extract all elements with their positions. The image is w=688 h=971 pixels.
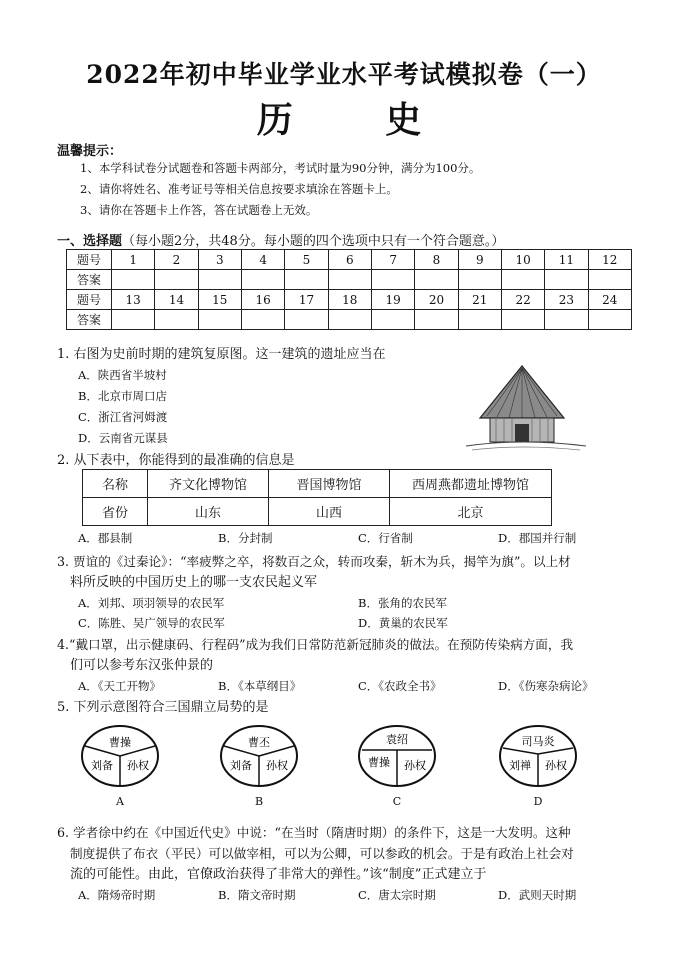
q1-stem: 1. 右图为史前时期的建筑复原图。这一建筑的遗址应当在	[57, 347, 386, 362]
exam-title: 2022年初中毕业学业水平考试模拟卷（一）	[86, 60, 602, 89]
row-label: 题号	[67, 250, 112, 270]
number-row-1	[67, 250, 632, 270]
label-left: 刘备	[91, 759, 113, 772]
question-number: 1	[112, 250, 155, 270]
q4-option-a: A．《天工开物》	[78, 679, 162, 693]
q3-option-a: A．刘邦、项羽领导的农民军	[78, 596, 225, 610]
label-left: 曹操	[368, 756, 390, 769]
q1-option-b: B．北京市周口店	[78, 389, 167, 403]
row-label: 答案	[67, 310, 112, 330]
q3-stem-line2: 料所反映的中国历史上的哪一支农民起义军	[70, 575, 318, 590]
pie-diagram-a	[80, 724, 160, 788]
answer-cell	[588, 310, 631, 330]
label-left: 刘禅	[509, 759, 531, 772]
museum-name-row	[83, 470, 552, 498]
answer-cell	[458, 310, 501, 330]
museum-table	[82, 469, 552, 526]
q6-option-c: C．唐太宗时期	[358, 888, 436, 902]
answer-cell	[112, 310, 155, 330]
question-number: 11	[545, 250, 588, 270]
label-left: 刘备	[230, 759, 252, 772]
question-number: 12	[588, 250, 631, 270]
q4-option-b: B．《本草纲目》	[218, 679, 302, 693]
diagram-b-letter: B	[254, 795, 264, 808]
diagram-a-letter: A	[116, 795, 124, 808]
diagram-d	[498, 724, 578, 804]
q6-stem-line1: 6. 学者徐中约在《中国近代史》中说：“在当时（隋唐时期）的条件下，这是一大发明。这种	[57, 825, 571, 840]
row-label: 题号	[67, 290, 112, 310]
answer-cell	[371, 270, 414, 290]
answer-cell	[501, 270, 544, 290]
question-number: 10	[501, 250, 544, 270]
answer-cell	[415, 310, 458, 330]
q3-option-c: C．陈胜、吴广领导的农民军	[78, 616, 225, 630]
museum-province-row	[83, 498, 552, 526]
q6-stem-line2: 制度提供了布衣（平民）可以做宰相，可以为公卿，可以参政的机会。于是有政治上社会对	[70, 846, 574, 861]
q4-stem-line1: 4.“戴口罩，出示健康码、行程码”成为我们日常防范新冠肺炎的做法。在预防传染病方面，我	[57, 637, 574, 652]
answer-cell	[198, 270, 241, 290]
answer-cell	[545, 310, 588, 330]
answer-table	[66, 249, 632, 330]
answer-cell	[371, 310, 414, 330]
subject-title: 历 史	[256, 99, 462, 141]
question-number: 13	[112, 290, 155, 310]
question-number: 18	[328, 290, 371, 310]
label-top: 司马炎	[521, 735, 555, 748]
question-number: 14	[155, 290, 198, 310]
pie-diagram-b	[219, 724, 299, 788]
answer-cell	[545, 270, 588, 290]
cell-name-label: 名称	[83, 470, 148, 498]
q4-stem-line2: 们可以参考东汉张仲景的	[70, 658, 214, 673]
answer-cell	[241, 270, 284, 290]
q2-option-c: C．行省制	[358, 531, 413, 545]
cell-province-3: 北京	[390, 498, 552, 526]
q2-option-d: D．郡国并行制	[498, 531, 577, 545]
q2-option-b: B．分封制	[218, 531, 273, 545]
cell-province-2: 山西	[269, 498, 390, 526]
label-top: 曹操	[109, 736, 131, 749]
answer-cell	[588, 270, 631, 290]
section-label: 一、选择题	[57, 234, 123, 249]
cell-museum-3: 西周燕都遗址博物馆	[390, 470, 552, 498]
answer-row-1	[67, 270, 632, 290]
answer-cell	[328, 310, 371, 330]
diagram-c	[357, 724, 437, 804]
question-number: 22	[501, 290, 544, 310]
q1-option-a: A．陕西省半坡村	[78, 368, 167, 382]
question-number: 6	[328, 250, 371, 270]
question-number: 2	[155, 250, 198, 270]
question-number: 17	[285, 290, 328, 310]
question-number: 15	[198, 290, 241, 310]
answer-cell	[112, 270, 155, 290]
q3-option-d: D．黄巢的农民军	[358, 616, 448, 630]
label-top: 曹丕	[248, 736, 270, 749]
q1-option-d: D．云南省元谋县	[78, 431, 168, 445]
q4-option-d: D．《伤寒杂病论》	[498, 679, 594, 693]
q6-option-d: D．武则天时期	[498, 888, 577, 902]
question-number: 4	[241, 250, 284, 270]
answer-cell	[155, 270, 198, 290]
section-heading	[57, 230, 504, 249]
answer-cell	[241, 310, 284, 330]
answer-row-2	[67, 310, 632, 330]
diagram-a	[80, 724, 160, 804]
label-right: 孙权	[545, 759, 567, 772]
tip-3: 3、请你在答题卡上作答，答在试题卷上无效。	[80, 203, 318, 217]
answer-cell	[285, 270, 328, 290]
tip-1: 1、本学科试卷分试题卷和答题卡两部分，考试时量为90分钟，满分为100分。	[80, 161, 481, 175]
question-number: 16	[241, 290, 284, 310]
diagram-d-letter: D	[533, 795, 543, 808]
answer-cell	[328, 270, 371, 290]
q1-option-c: C．浙江省河姆渡	[78, 410, 168, 424]
answer-cell	[155, 310, 198, 330]
pie-diagram-c	[357, 724, 437, 788]
q5-stem: 5. 下列示意图符合三国鼎立局势的是	[57, 700, 269, 715]
question-number: 20	[415, 290, 458, 310]
number-row-2	[67, 290, 632, 310]
label-top: 袁绍	[386, 733, 408, 746]
tip-2: 2、请你将姓名、准考证号等相关信息按要求填涂在答题卡上。	[80, 182, 398, 196]
q3-stem-line1: 3. 贾谊的《过秦论》：“率疲弊之卒，将数百之众，转而攻秦，斩木为兵，揭竿为旗”。以上材	[57, 554, 571, 569]
answer-cell	[415, 270, 458, 290]
tips-heading: 温馨提示：	[57, 144, 123, 159]
question-number: 3	[198, 250, 241, 270]
question-number: 8	[415, 250, 458, 270]
question-number: 9	[458, 250, 501, 270]
question-number: 19	[371, 290, 414, 310]
question-number: 24	[588, 290, 631, 310]
label-right: 孙权	[404, 759, 426, 772]
q6-option-a: A．隋炀帝时期	[78, 888, 156, 902]
q6-stem-line3: 流的可能性。由此，官僚政治获得了非常大的弹性。”该“制度”正式建立于	[70, 867, 487, 882]
label-right: 孙权	[127, 759, 149, 772]
q2-option-a: A．郡县制	[78, 531, 133, 545]
q3-option-b: B．张角的农民军	[358, 596, 447, 610]
q6-option-b: B．隋文帝时期	[218, 888, 296, 902]
diagram-b	[219, 724, 299, 804]
cell-museum-2: 晋国博物馆	[269, 470, 390, 498]
section-desc: （每小题2分，共48分。每小题的四个选项中只有一个符合题意。）	[122, 234, 505, 249]
diagram-c-letter: C	[392, 795, 402, 808]
answer-cell	[458, 270, 501, 290]
label-right: 孙权	[266, 759, 288, 772]
answer-cell	[285, 310, 328, 330]
row-label: 答案	[67, 270, 112, 290]
question-number: 5	[285, 250, 328, 270]
question-number: 23	[545, 290, 588, 310]
cell-museum-1: 齐文化博物馆	[148, 470, 269, 498]
answer-cell	[198, 310, 241, 330]
q4-option-c: C．《农政全书》	[358, 679, 442, 693]
question-number: 21	[458, 290, 501, 310]
question-number: 7	[371, 250, 414, 270]
cell-province-1: 山东	[148, 498, 269, 526]
pie-diagram-d	[498, 724, 578, 788]
answer-cell	[501, 310, 544, 330]
cell-province-label: 省份	[83, 498, 148, 526]
q2-stem: 2. 从下表中，你能得到的最准确的信息是	[57, 453, 295, 468]
thatched-hut-illustration	[462, 362, 590, 454]
